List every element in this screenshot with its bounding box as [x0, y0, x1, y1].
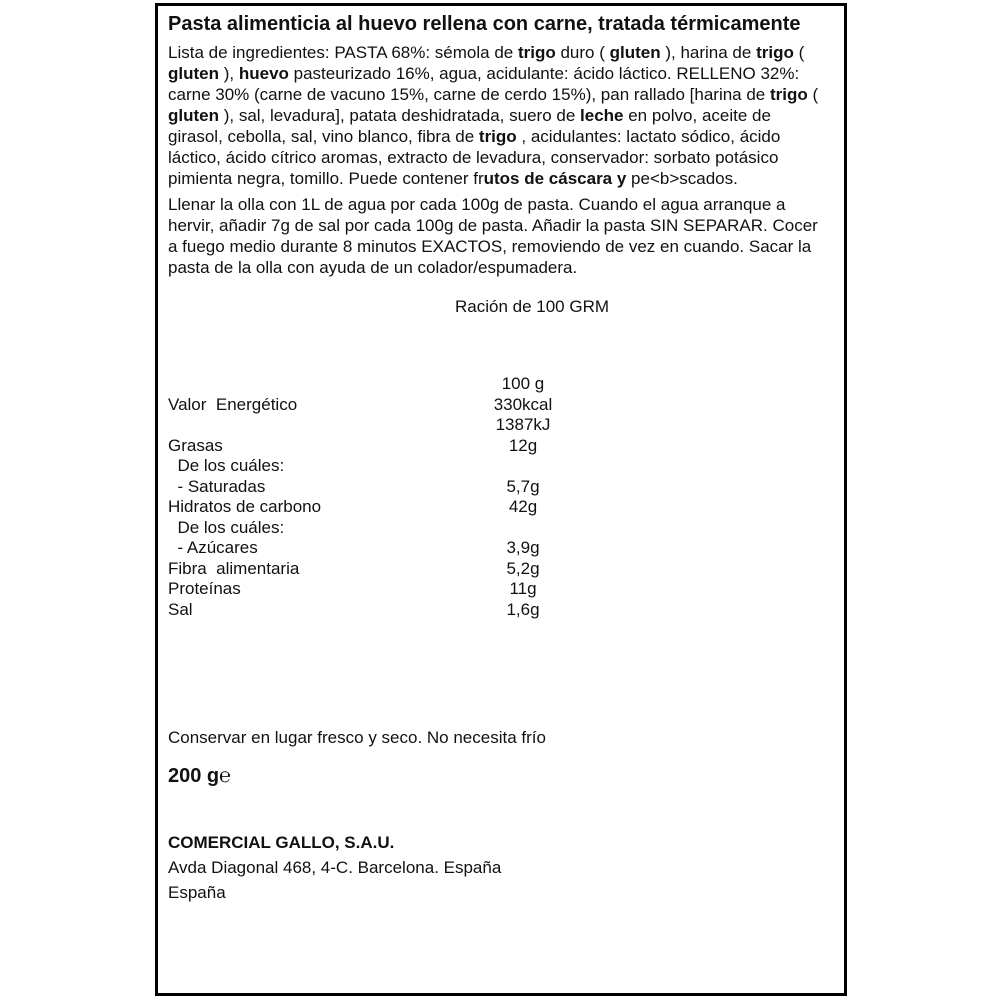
nutrition-table: [168, 374, 830, 620]
product-label-panel: [155, 3, 847, 996]
nutrition-label: De los cuáles:: [168, 517, 285, 537]
nutrition-value: 12g: [508, 435, 538, 455]
nutrition-row: [168, 579, 830, 600]
manufacturer-block: [168, 830, 830, 905]
nutrition-row: [168, 559, 830, 580]
nutrition-row: [168, 497, 830, 518]
nutrition-value: 100 g: [501, 374, 545, 393]
nutrition-label: De los cuáles:: [168, 456, 285, 475]
nutrition-row: [168, 395, 830, 416]
nutrition-row: [168, 538, 830, 559]
nutrition-label: - Azúcares: [168, 538, 258, 557]
nutrition-row: [168, 415, 830, 436]
manufacturer-country: España: [168, 883, 226, 902]
serving-size-line: Ración de 100 GRM: [455, 297, 610, 316]
storage-instructions: Conservar en lugar fresco y seco. No necesita frío: [168, 728, 546, 747]
manufacturer-name: COMERCIAL GALLO, S.A.U.: [168, 833, 395, 852]
cooking-instructions-paragraph: Llenar la olla con 1L de agua por cada 100g de pasta. Cuando el agua arranque a hervir, añadir 7g de sal por cada 100g de pasta. Añadir la pasta SIN SEPARAR. Cocer a fuego medio durante 8 minutos EXACTOS, removiendo de vez en cuando. Sacar la pasta de la olla con ayuda de un colador/espumadera.: [168, 195, 818, 277]
nutrition-label: Proteínas: [168, 579, 241, 598]
nutrition-row: [168, 436, 830, 457]
nutrition-label: - Saturadas: [168, 476, 266, 496]
nutrition-label: Fibra alimentaria: [168, 558, 300, 578]
nutrition-label: Grasas: [168, 435, 223, 455]
nutrition-value: 3,9g: [506, 538, 540, 557]
product-title: Pasta alimenticia al huevo rellena con carne, tratada térmicamente: [168, 13, 801, 35]
nutrition-value: 5,2g: [506, 558, 540, 578]
nutrition-row: [168, 600, 830, 621]
nutrition-row: [168, 518, 830, 539]
nutrition-label: Hidratos de carbono: [168, 497, 322, 516]
ingredients-paragraph: Lista de ingredientes: PASTA 68%: sémola de trigo duro ( gluten ), harina de trigo ( gluten ), huevo pasteurizado 16%, agua, acidulante: ácido láctico. RELLENO 32%: carne 30% (carne de vacuno 15%, carne de cerdo 15%), pan rallado [harina de trigo ( gluten ), sal, levadura], patata deshidratada, suero de leche en polvo, aceite de girasol, cebolla, sal, vino blanco, fibra de trigo , acidulantes: lactato sódico, ácido láctico, ácido cítrico aromas, extracto de levadura, conservador: sorbato potásico pimienta negra, tomillo. Puede contener frutos de cáscara y pe<b>scados.: [168, 43, 819, 188]
nutrition-value: 1,6g: [506, 599, 540, 619]
nutrition-row: [168, 456, 830, 477]
nutrition-value: 11g: [509, 579, 537, 598]
nutrition-value: 330kcal: [493, 394, 553, 414]
nutrition-label: Sal: [168, 599, 193, 619]
nutrition-value: 5,7g: [506, 476, 540, 496]
nutrition-value: 42g: [508, 497, 538, 516]
net-weight: 200 g℮: [168, 765, 232, 787]
nutrition-row: [168, 477, 830, 498]
nutrition-label: Valor Energético: [168, 394, 298, 414]
nutrition-row: [168, 374, 830, 395]
manufacturer-address: Avda Diagonal 468, 4-C. Barcelona. España: [168, 858, 502, 877]
nutrition-value: 1387kJ: [495, 415, 551, 434]
